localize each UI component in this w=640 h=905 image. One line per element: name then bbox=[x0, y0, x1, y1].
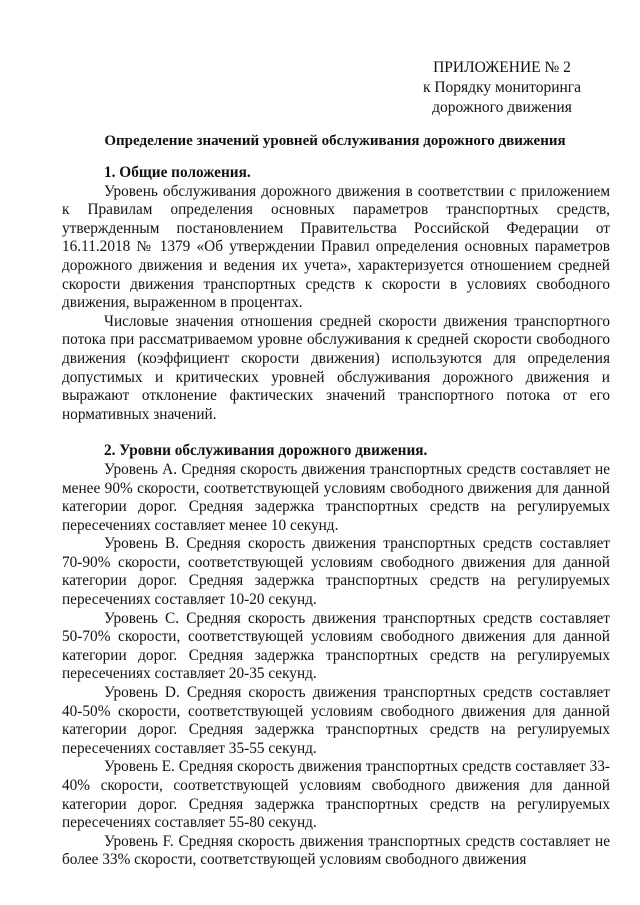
appendix-number: ПРИЛОЖЕНИЕ № 2 bbox=[433, 59, 571, 76]
appendix-header bbox=[412, 58, 592, 118]
level-a-paragraph: Уровень А. Средняя скорость движения транспортных средств составляет не менее 90% скорости, соответствующей условиям свободного движения для данной категории дорог. Средняя задержка транспортных средств на регулируемых пересечениях составляет менее 10 секунд. bbox=[62, 460, 610, 534]
section-2-heading: 2. Уровни обслуживания дорожного движения. bbox=[104, 442, 428, 460]
level-d-paragraph: Уровень D. Средняя скорость движения транспортных средств составляет 40-50% скорости, соответствующей условиям свободного движения для данной категории дорог. Средняя задержка транспортных средств на регулируемых пересечениях составляет 35-55 секунд. bbox=[62, 684, 610, 757]
section-1-paragraph-1: Уровень обслуживания дорожного движения в соответствии с приложением к Правилам определения основных параметров транспортных средств, утвержденным постановлением Правительства Российской Федерации от 16.11.2018 № 1379 «Об утверждении Правил определения основных параметров дорожного движения и ведения их учета», характеризуется отношением средней скорости движения транспортных средств к скорости в условиях свободного движения, выраженном в процентах. bbox=[62, 182, 610, 312]
level-c-paragraph: Уровень C. Средняя скорость движения транспортных средств составляет 50-70% скорости, соответствующей условиям свободного движения для данной категории дорог. Средняя задержка транспортных средств на регулируемых пересечениях составляет 20-35 секунд. bbox=[62, 609, 610, 683]
appendix-reference-line1: к Порядку мониторинга bbox=[422, 79, 582, 96]
section-spacer bbox=[62, 424, 610, 442]
section-1-paragraph-2: Числовые значения отношения средней скорости движения транспортного потока при рассматриваемом уровне обслуживания к средней скорости свободного движения (коэффициент скорости движения) используются для определения допустимых и критических уровней обслуживания дорожного движения и выражают отклонение фактических значений транспортного потока от его нормативных значений. bbox=[62, 312, 610, 423]
appendix-reference-line2: дорожного движения bbox=[432, 99, 572, 116]
document-title: Определение значений уровней обслуживания дорожного движения bbox=[104, 133, 566, 149]
level-e-paragraph: Уровень E. Средняя скорость движения транспортных средств составляет 33-40% скорости, соответствующей условиям свободного движения для данной категории дорог. Средняя задержка транспортных средств на регулируемых пересечениях составляет 55-80 секунд. bbox=[62, 758, 610, 832]
level-b-paragraph: Уровень B. Средняя скорость движения транспортных средств составляет 70-90% скорости, соответствующей условиям свободного движения для данной категории дорог. Средняя задержка транспортных средств на регулируемых пересечениях составляет 10-20 секунд. bbox=[62, 535, 610, 609]
level-f-paragraph: Уровень F. Средняя скорость движения транспортных средств составляет не более 33% скорости, соответствующей условиям свободного движения bbox=[62, 832, 610, 869]
section-1-heading: 1. Общие положения. bbox=[104, 164, 251, 181]
document-body bbox=[62, 164, 610, 870]
